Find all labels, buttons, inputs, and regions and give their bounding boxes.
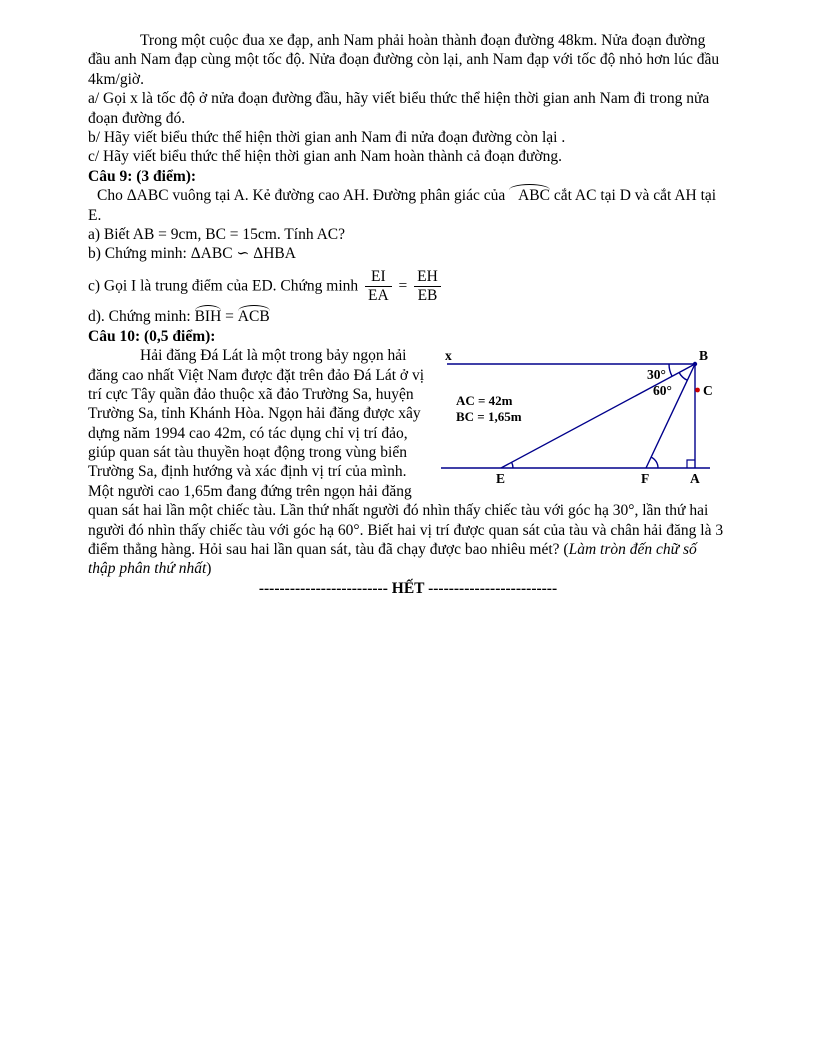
cau9-heading: Câu 9: (3 điểm): — [88, 167, 197, 185]
problem8-part-a: a/ Gọi x là tốc độ ở nửa đoạn đường đầu, hãy viết biểu thức thể hiện thời gian anh Nam đi trong nửa đoạn đường đó. — [88, 90, 710, 127]
cau9-part-b: b) Chứng minh: ΔABC ∽ ΔHBA — [88, 245, 296, 263]
cau9-intro-pre: Cho ΔABC vuông tại A. Kẻ đường cao AH. Đường phân giác của — [97, 187, 506, 204]
end-of-exam-line: ------------------------- HẾT ------------------------- — [258, 579, 558, 597]
cau9-intro — [88, 186, 728, 225]
angle-arc-30-at-B — [669, 364, 672, 376]
fraction-numerator: EH — [414, 269, 441, 287]
cau10-body — [88, 346, 728, 579]
cau9-part-c — [88, 264, 728, 308]
problem8-intro: Trong một cuộc đua xe đạp, anh Nam phải hoàn thành đoạn đường 48km. Nửa đoạn đường đầu anh Nam đạp cùng một tốc độ. Nửa đoạn đường còn lại, anh Nam đạp với tốc độ nhỏ hơn lúc đầu 4km/giờ. — [88, 32, 720, 88]
lighthouse-diagram — [433, 348, 728, 490]
angle-notation-ACB: ACB — [237, 308, 270, 326]
cau9-part-d-text: d). Chứng minh: — [88, 308, 191, 326]
label-measure-BC: BC = 1,65m — [456, 409, 522, 425]
fraction-numerator: EI — [365, 269, 392, 287]
fraction-EH-EB — [414, 269, 441, 305]
cau10-figure — [433, 348, 728, 494]
cau10-text-1: Hải đăng Đá Lát là một trong bảy ngọn hải đăng cao nhất Việt Nam được đặt trên đảo Đá Lát ở vị trí cực Tây quần đảo thuộc xã đảo Trường Sa, huyện Trường Sa, tỉnh Khánh Hòa. Ngọn hải đăng được xây dựng năm 1994 cao 42m, có tác dụng chỉ vị trí đảo, giúp quan sát tàu thuyền hoạt động trong vùng biển Trường Sa, định hướng và — [88, 347, 425, 481]
label-angle-60: 60° — [653, 383, 672, 399]
angle-arc-60-at-B — [679, 373, 687, 381]
label-measure-AC: AC = 42m — [456, 393, 513, 409]
cau9-part-c-text: c) Gọi I là trung điểm của ED. Chứng minh — [88, 277, 359, 295]
fraction-EI-EA — [365, 269, 392, 305]
label-B: B — [699, 348, 709, 364]
label-F: F — [641, 471, 650, 487]
label-E: E — [496, 471, 506, 487]
cau9-part-d — [88, 307, 728, 327]
problem8-part-c: c/ Hãy viết biểu thức thể hiện thời gian anh Nam hoàn thành cả đoạn đường. — [88, 148, 562, 166]
point-B-dot — [693, 362, 697, 366]
equals-sign: = — [398, 277, 408, 295]
equals-sign: = — [225, 308, 234, 326]
fraction-denominator: EA — [368, 286, 389, 304]
label-x: x — [445, 348, 452, 364]
angle-notation-ABC: ABC — [509, 187, 550, 206]
label-C: C — [703, 383, 713, 399]
cau9-part-a: a) Biết AB = 9cm, BC = 15cm. Tính AC? — [88, 225, 346, 243]
fraction-denominator: EB — [417, 286, 438, 304]
cau10-heading: Câu 10: (0,5 điểm): — [88, 327, 216, 345]
problem8-part-b: b/ Hãy viết biểu thức thể hiện thời gian anh Nam đi nửa đoạn đường còn lại . — [88, 128, 566, 146]
point-C-dot — [695, 388, 700, 393]
cau10-text-italic: Làm tròn đến chữ số thập phân thứ nhất — [88, 540, 697, 578]
angle-arc-F — [651, 457, 658, 468]
right-angle-mark-A — [687, 460, 695, 468]
cau10-text-2: xác định vị trí của mình. Một người cao 1,65m đang đứng trên ngọn hải đăng quan sát hai lần một chiếc tàu. Lần thứ nhất người đó nhìn thấy chiếc tàu với góc hạ 30°, lần thứ hai người đó nhìn thấy chiếc tàu với góc hạ 60°. Biết hai vị trí được quan sát của tàu và chân hải đăng là 3 điểm thẳng hàng. Hỏi sau hai lần quan sát, tàu đã chạy được bao nhiêu mét? ( — [88, 463, 724, 558]
label-angle-30: 30° — [647, 367, 666, 383]
cau10-text-close: ) — [206, 560, 212, 578]
label-A: A — [690, 471, 700, 487]
cau9-intro-post: cắt AC tại D và cắt AH tại E. — [88, 187, 717, 224]
angle-arc-E — [512, 463, 513, 469]
angle-notation-BIH: BIH — [194, 308, 222, 326]
